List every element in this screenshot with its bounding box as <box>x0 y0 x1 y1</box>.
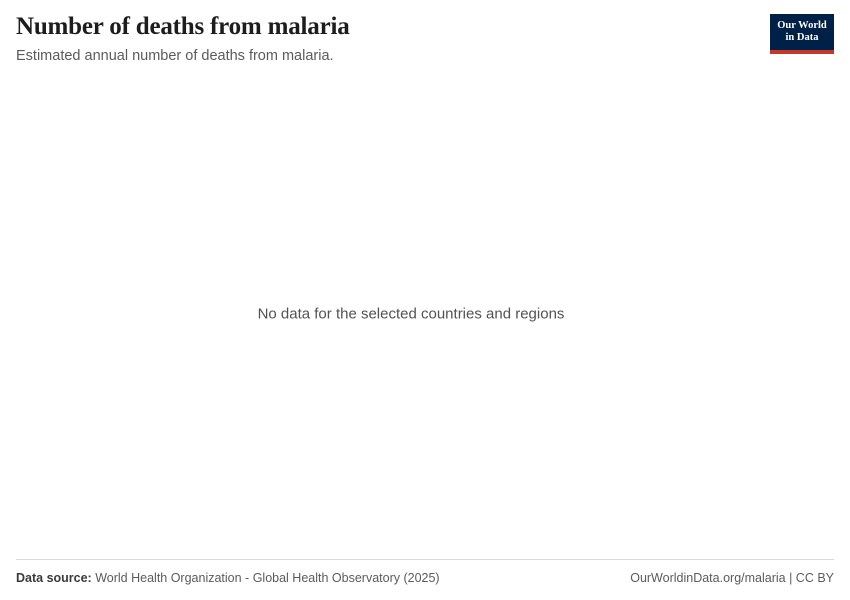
chart-plot-area <box>16 90 834 538</box>
no-data-message: No data for the selected countries and regions <box>257 305 565 323</box>
logo-line-1: Our World <box>777 19 827 31</box>
attribution-link[interactable]: OurWorldinData.org/malaria | CC BY <box>630 571 834 585</box>
chart-header <box>16 12 834 65</box>
logo-line-2: in Data <box>785 32 819 43</box>
chart-footer <box>16 568 834 588</box>
chart-subtitle: Estimated annual number of deaths from malaria. <box>16 48 334 64</box>
data-source-label: Data source: <box>16 571 92 585</box>
data-source-text[interactable]: World Health Organization - Global Health Observatory (2025) <box>95 571 440 585</box>
data-source <box>16 571 440 585</box>
footer-divider <box>16 559 834 560</box>
our-world-in-data-logo[interactable] <box>770 14 834 54</box>
page-title: Number of deaths from malaria <box>16 13 350 40</box>
